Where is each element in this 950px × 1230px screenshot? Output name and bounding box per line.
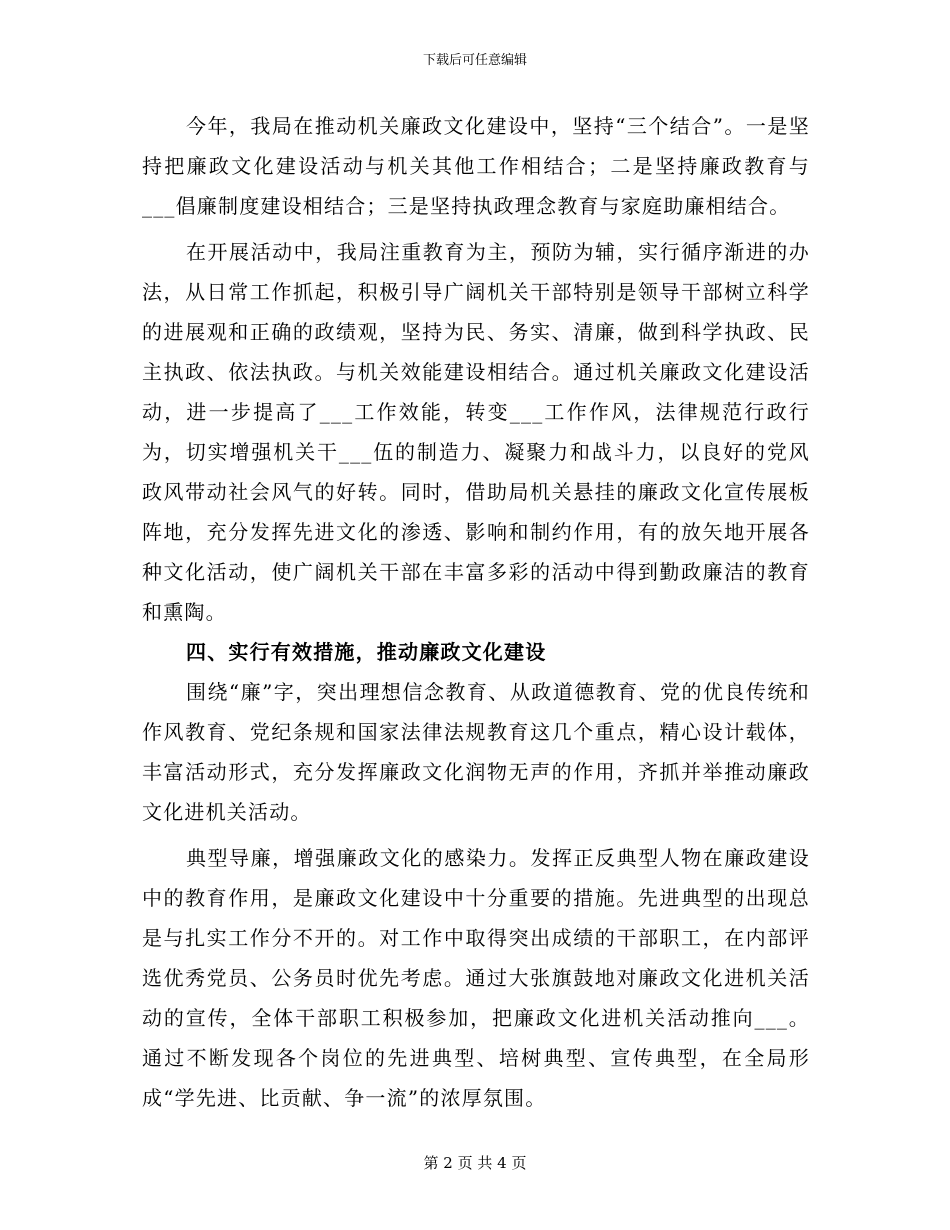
page-header: 下载后可任意编辑 — [422, 53, 527, 68]
paragraph-typical-examples: 典型导廉，增强廉政文化的感染力。发挥正反典型人物在廉政建设中的教育作用，是廉政文化建设中十分重要的措施。先进典型的出现总是与扎实工作分不开的。对工作中取得突出成绩的干部职工，在内部评选优秀党员、公务员时优先考虑。通过大张旗鼓地对廉政文化进机关活动的宣传，全体干部职工积极参加，把廉政文化进机关活动推向___。通过不断发现各个岗位的先进典型、培树典型、宣传典型，在全局形成“学先进、比贡献、争一流”的浓厚氛围。 — [142, 846, 810, 1110]
paragraph-focus-points: 围绕“廉”字，突出理想信念教育、从政道德教育、党的优良传统和作风教育、党纪条规和国家法律法规教育这几个重点，精心设计载体，丰富活动形式，充分发挥廉政文化润物无声的作用，齐抓并举推动廉政文化进机关活动。 — [142, 680, 810, 824]
section-heading: 四、实行有效措施，推动廉政文化建设 — [186, 640, 547, 664]
document-body — [142, 106, 810, 1118]
paragraph-three-combinations: 今年，我局在推动机关廉政文化建设中，坚持“三个结合”。一是坚持把廉政文化建设活动与机关其他工作相结合；二是坚持廉政教育与___倡廉制度建设相结合；三是坚持执政理念教育与家庭助廉相结合。 — [142, 114, 810, 218]
paragraph-activities: 在开展活动中，我局注重教育为主，预防为辅，实行循序渐进的办法，从日常工作抓起，积极引导广阔机关干部特别是领导干部树立科学的进展观和正确的政绩观，坚持为民、务实、清廉，做到科学执政、民主执政、依法执政。与机关效能建设相结合。通过机关廉政文化建设活动，进一步提高了___工作效能，转变___工作作风，法律规范行政行为，切实增强机关干___伍的制造力、凝聚力和战斗力，以良好的党风政风带动社会风气的好转。同时，借助局机关悬挂的廉政文化宣传展板阵地，充分发挥先进文化的渗透、影响和制约作用，有的放矢地开展各种文化活动，使广阔机关干部在丰富多彩的活动中得到勤政廉洁的教育和熏陶。 — [142, 240, 810, 624]
page-number-footer: 第 2 页 共 4 页 — [423, 1154, 527, 1172]
